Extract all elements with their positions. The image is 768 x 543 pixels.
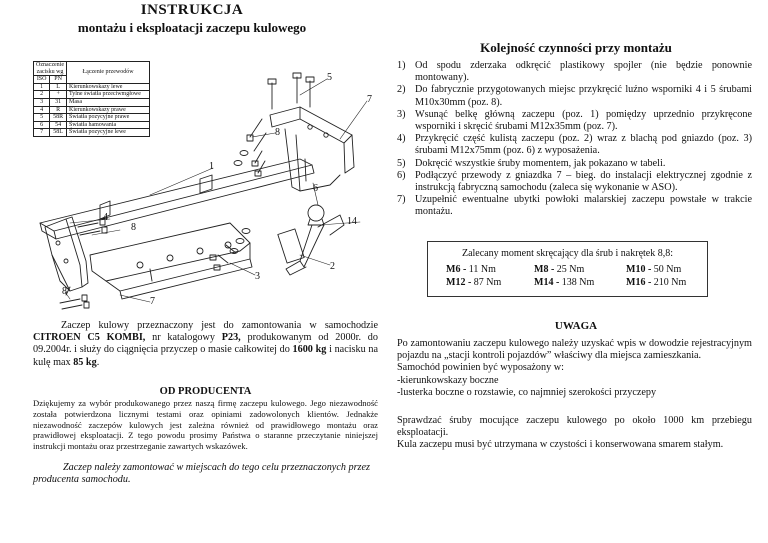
table-row: 5 58R Światła pozycyjne prawe: [34, 114, 150, 122]
towbar-exploded-diagram: [0, 55, 384, 315]
leader-lines: [65, 79, 367, 302]
torque-item: M16 - 210 Nm: [626, 277, 687, 288]
list-item: 3) Wsunąć belkę główną zaczepu (poz. 1) pomiędzy uprzednio przykręcone wsporniki i skręcić śrubami M12x35mm (poz. 7).: [397, 108, 752, 133]
wiring-table-header-iso: ISO: [34, 76, 50, 84]
diagram-label: 8: [62, 286, 67, 297]
document-subtitle: montażu i eksploatacji zaczepu kulowego: [77, 20, 307, 35]
wiring-table-header-connections: Łączenie przewodów: [66, 62, 149, 84]
torque-table-header: Zalecany moment skręcający dla śrub i nakrętek 8,8:: [461, 248, 674, 259]
list-item: 7) Uzupełnić ewentualne ubytki powłoki malarskiej zaczepu powstałe w trakcie montażu.: [397, 194, 752, 218]
producer-title: OD PRODUCENTA: [159, 386, 252, 397]
wiring-table-header-designation: Oznaczenie zacisku wg: [34, 62, 67, 76]
producer-note: Zaczep należy zamontować w miejscach do tego celu przeznaczonych przez producenta samochodu.: [33, 462, 370, 486]
diagram-label: 5: [327, 72, 332, 83]
producer-text: Dziękujemy za wybór produkowanego przez naszą firmę zaczepu kulowego. Jego niezawodność została potwierdzona licznymi testami oraz opiniami zadowolonych klientów. Jednakże niezawodność zaczepów kulowych jest zależna również od prawidłowego montażu oraz prawidłowej eksploatacji. Z tego powodu prosimy Państwa o staranne przeczytanie niniejszej instrukcji montażu oraz przestrzeganie zawartych wskazówek.: [33, 398, 378, 452]
diagram-label: 8: [275, 127, 280, 138]
table-row: 4 R Kierunkowskazy prawe: [34, 106, 150, 114]
warning-title: UWAGA: [554, 320, 598, 332]
table-row: 7 58L Światła pozycyjne lewe: [34, 129, 150, 137]
diagram-label: 4: [103, 212, 108, 223]
diagram-label: 3: [255, 271, 260, 282]
diagram-label: 8: [131, 222, 136, 233]
list-item: 5) Dokręcić wszystkie śruby momentem, jak pokazano w tabeli.: [397, 157, 666, 169]
socket-plate-drawing: [90, 223, 252, 299]
maintenance-text: Sprawdzać śruby mocujące zaczepu kulowego po około 1000 km przebiegu eksploatacji. Kula zaczepu musi być utrzymana w czystości i konserwowana smarem stałym.: [397, 415, 752, 451]
right-bracket-drawing: [270, 107, 354, 191]
diagram-label: 7: [150, 296, 155, 307]
table-row: 2 + Tylne światła przeciwmgłowe: [34, 91, 150, 99]
wiring-table-header-pn: PN: [50, 76, 67, 84]
torque-item: M10 - 50 Nm: [626, 264, 682, 275]
torque-table: [427, 241, 708, 297]
torque-item: M14 - 138 Nm: [534, 277, 595, 288]
list-item: 1) Od spodu zderzaka odkręcić plastikowy spojler (nie będzie ponownie montowany).: [397, 60, 752, 84]
list-item: 6) Podłączyć przewody z gniazdka 7 – bieg. do instalacji elektrycznej zgodnie z instrukcją fabryczną samochodu (zaleca się wykonanie w ASO).: [397, 169, 752, 194]
diagram-label: 7: [367, 94, 372, 105]
table-row: 6 54 Światła hamowania: [34, 121, 150, 129]
diagram-label: 2: [330, 261, 335, 272]
torque-item: M8 - 25 Nm: [534, 264, 585, 275]
bolt-set-right-drawing: [210, 151, 265, 270]
product-description: Zaczep kulowy przeznaczony jest do zamontowania w samochodzie CITROEN C5 KOMBI, nr katalogowy P23, produkowanym od 2000r. do 09.2004r. i służy do ciągnięcia przyczep o masie całkowitej do 1600 kg i nacisku na kulę max 85 kg.: [33, 320, 379, 368]
assembly-steps-list: [397, 60, 752, 219]
bolt-set-top-drawing: [234, 73, 314, 166]
warning-text: Po zamontowaniu zaczepu kulowego należy uzyskać wpis w dowodzie rejestracyjnym pojazdu na „stacji kontroli pojazdów” właściwy dla miejsca zamieszkania. Samochód powinien być wyposażony w: -kierunkowskazy boczne -lusterka boczne o rozstawie, co najmniej szerokości przyczepy: [397, 338, 752, 398]
torque-item: M6 - 11 Nm: [446, 264, 496, 275]
list-item: 2) Do fabrycznie przygotowanych miejsc przykręcić luźno wsporniki 4 i 5 śrubami M10x30mm (poz. 8).: [397, 84, 752, 108]
list-item: 4) Przykręcić część kulistą zaczepu (poz. 2) wraz z blachą pod gniazdo (poz. 3) śrubami M12x75mm (poz. 6) z wyposażenia.: [397, 133, 752, 157]
table-row: 3 31 Masa: [34, 98, 150, 106]
diagram-label: 6: [313, 183, 318, 194]
steps-title: Kolejność czynności przy montażu: [480, 40, 672, 55]
document-title: INSTRUKCJA: [140, 2, 244, 18]
table-row: 1 L Kierunkowskazy lewe: [34, 83, 150, 91]
diagram-label: 14: [347, 216, 357, 227]
main-crossbar-drawing: [40, 159, 314, 239]
diagram-label: 1: [209, 161, 214, 172]
torque-item: M12 - 87 Nm: [446, 277, 502, 288]
